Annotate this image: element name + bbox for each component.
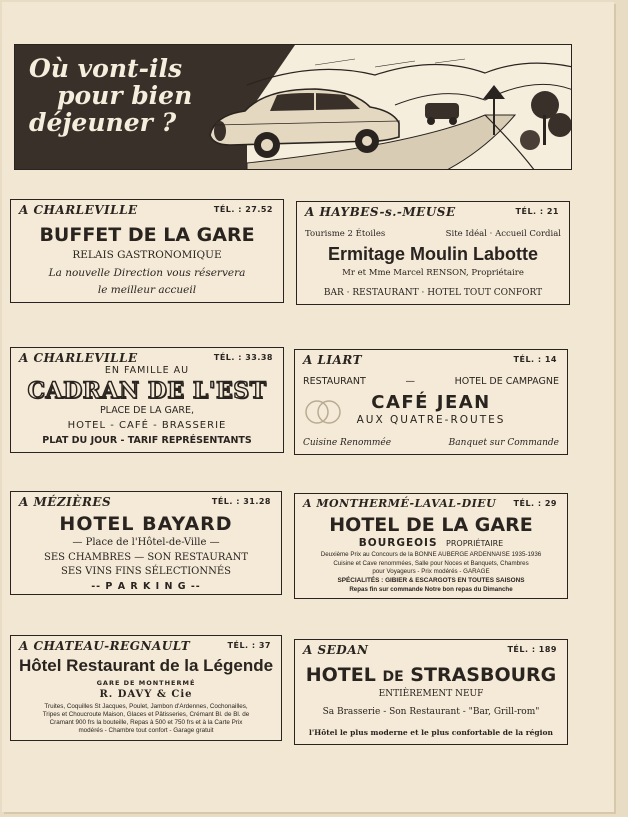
ad-right-bottom: Banquet sur Commande [448, 438, 559, 448]
ad-top-line: EN FAMILLE AU [104, 365, 190, 376]
ad-left-top: RESTAURANT [303, 376, 366, 387]
ad-footer: PLAT DU JOUR - TARIF REPRÉSENTANTS [42, 435, 252, 446]
ad-telephone: TÉL. : 189 [507, 645, 557, 654]
ad-line-2: Cuisine et Cave renommées, Salle pour Noces et Banquets, Chambres [333, 560, 529, 567]
ad-owner-name: BOURGEOIS [358, 537, 438, 549]
ad-location: A MONTHERMÉ-LAVAL-DIEU [303, 497, 497, 510]
ad-name [295, 664, 567, 686]
ad-subtitle: GARE DE MONTHERMÉ [96, 679, 196, 687]
ad-name-part-b: DE [382, 669, 404, 685]
banner-illustration [14, 44, 572, 170]
ad-location: A SEDAN [303, 643, 369, 657]
ad-footer: l'Hôtel le plus moderne et le plus confortable de la région [309, 728, 553, 737]
ad-notes-row [305, 229, 561, 239]
ad-cafe-jean [294, 349, 568, 455]
ad-address: PLACE DE LA GARE, [99, 405, 195, 416]
ad-name: CADRAN DE L'EST [27, 378, 267, 404]
ad-name: HOTEL DE LA GARE [329, 514, 533, 536]
ad-line-4: SPÉCIALITÉS : GIBIER & ESCARGOTS EN TOUTES SAISONS [337, 577, 525, 584]
ad-subtitle: ENTIÈREMENT NEUF [378, 689, 484, 699]
ad-owner: R. DAVY & Cie [99, 689, 193, 700]
ad-ermitage-moulin-labotte [296, 201, 570, 305]
ad-telephone: TÉL. : 14 [513, 355, 557, 364]
ad-line-5: Repas fin sur commande Notre bon repas du Dimanche [349, 586, 513, 593]
ad-left-note: Tourisme 2 Étoiles [305, 229, 386, 239]
ad-right-top: HOTEL DE CAMPAGNE [454, 376, 559, 387]
ad-hotel-de-strasbourg [294, 639, 568, 745]
ad-hotel-restaurant-de-la-legende [10, 635, 282, 741]
ad-cadran-de-l-est [10, 347, 284, 453]
banner-title [29, 55, 239, 136]
ad-dash: — [405, 376, 415, 387]
ad-line-1: Truites, Coquilles St Jacques, Poulet, Jambon d'Ardennes, Cochonailles, [44, 703, 248, 710]
magazine-page [2, 2, 614, 812]
ad-location: A HAYBES-s.-MEUSE [305, 205, 456, 219]
ad-line-2: SES VINS FINS SÉLECTIONNÉS [60, 566, 231, 577]
ad-name: CAFÉ JEAN [371, 392, 491, 413]
ad-hotel-bayard [10, 491, 282, 595]
ad-line-3: Cramant 900 frs la bouteille, Repas à 500 et 750 frs et à la Carte Prix [49, 719, 243, 726]
ad-footer: -- P A R K I N G -- [91, 581, 201, 592]
ad-telephone: TÉL. : 27.52 [213, 205, 273, 214]
ad-line-3: pour Voyageurs - Prix modérés - GARAGE [372, 568, 490, 575]
ad-owner-role: PROPRIÉTAIRE [446, 539, 504, 548]
ad-buffet-de-la-gare [10, 199, 284, 303]
ad-location: A CHATEAU-REGNAULT [19, 639, 191, 653]
ad-telephone: TÉL. : 29 [513, 499, 557, 508]
ad-name-part-c: STRASBOURG [410, 664, 557, 686]
ad-location: A CHARLEVILLE [19, 203, 138, 217]
ad-location: A LIART [303, 353, 363, 367]
ad-line-4: modérés - Chambre tout confort - Garage gratuit [78, 727, 214, 734]
ad-address: — Place de l'Hôtel-de-Ville — [72, 537, 220, 548]
ad-services: Sa Brasserie - Son Restaurant - "Bar, Grill-rom" [322, 707, 540, 717]
ad-subtitle: RELAIS GASTRONOMIQUE [72, 249, 222, 261]
ad-telephone: TÉL. : 21 [515, 207, 559, 216]
banner-title-line1: Où vont-ils [29, 54, 183, 83]
ad-left-bottom: Cuisine Renommée [303, 438, 392, 448]
ad-telephone: TÉL. : 33.38 [213, 353, 273, 362]
ad-location: A CHARLEVILLE [19, 351, 138, 365]
ad-top-row [303, 376, 559, 387]
banner-title-line2: pour bien [57, 81, 193, 110]
ad-telephone: TÉL. : 31.28 [211, 497, 271, 506]
ad-owner: Mr et Mme Marcel RENSON, Propriétaire [342, 268, 524, 278]
ad-hotel-de-la-gare-montherme [294, 493, 568, 599]
ad-owner-row [295, 537, 567, 549]
ad-telephone: TÉL. : 37 [227, 641, 271, 650]
ad-bottom-row [303, 438, 559, 448]
ad-location: A MÉZIÈRES [19, 495, 112, 509]
ad-name: BUFFET DE LA GARE [39, 224, 255, 246]
ad-line-2: Tripes et Choucroute Maison, Glaces et Pâtisseries, Crémant Bl. de Bl. de [42, 711, 250, 718]
ad-right-note: Site Idéal · Accueil Cordial [445, 229, 561, 239]
ad-line-1: Deuxième Prix au Concours de la BONNE AUBERGE ARDENNAISE 1935-1936 [320, 551, 542, 558]
ad-name: HOTEL BAYARD [59, 513, 233, 535]
ad-services: HOTEL - CAFÉ - BRASSERIE [67, 420, 227, 431]
ad-subtitle: AUX QUATRE-ROUTES [356, 414, 506, 426]
ad-footer: BAR · RESTAURANT · HOTEL TOUT CONFORT [323, 288, 543, 298]
ad-name-part-a: HOTEL [305, 664, 376, 686]
ad-line-2: le meilleur accueil [97, 284, 197, 296]
ad-line-1: SES CHAMBRES — SON RESTAURANT [44, 552, 248, 563]
ad-name: Hôtel Restaurant de la Légende [18, 656, 274, 675]
ad-line-1: La nouvelle Direction vous réservera [48, 267, 246, 279]
banner-title-line3: déjeuner ? [29, 108, 177, 137]
ad-name: Ermitage Moulin Labotte [327, 244, 538, 264]
